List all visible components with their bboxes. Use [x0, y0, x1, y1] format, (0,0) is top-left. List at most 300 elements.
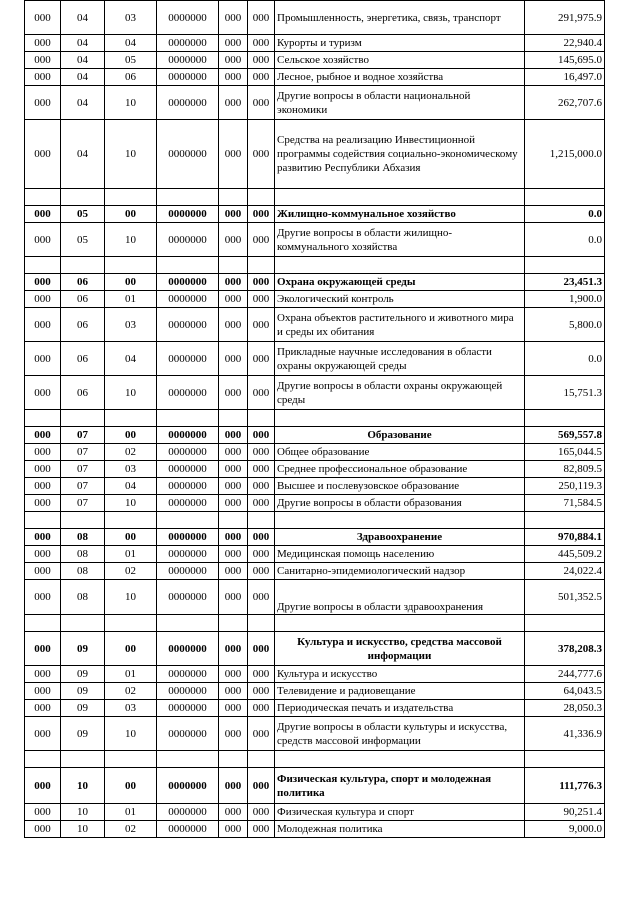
code-target-cell: 0000000	[157, 529, 219, 546]
code-class-cell: 000	[248, 768, 275, 804]
code-target-cell: 0000000	[157, 546, 219, 563]
code-subsection-cell: 10	[105, 495, 157, 512]
code-chapter-cell	[25, 257, 61, 274]
code-subsection-cell: 10	[105, 223, 157, 257]
code-chapter-cell: 000	[25, 546, 61, 563]
code-class-cell: 000	[248, 223, 275, 257]
amount-cell	[525, 257, 605, 274]
amount-cell	[525, 615, 605, 632]
code-section-cell: 09	[61, 666, 105, 683]
code-section-cell: 09	[61, 717, 105, 751]
item-name-cell: Сельское хозяйство	[275, 52, 525, 69]
code-target-cell: 0000000	[157, 478, 219, 495]
amount-cell: 64,043.5	[525, 683, 605, 700]
code-subsection-cell	[105, 189, 157, 206]
table-row	[25, 291, 605, 308]
code-target-cell	[157, 410, 219, 427]
code-target-cell: 0000000	[157, 427, 219, 444]
item-name-cell: Высшее и послевузовское образование	[275, 478, 525, 495]
code-type-cell: 000	[219, 563, 248, 580]
code-subsection-cell: 01	[105, 666, 157, 683]
code-class-cell: 000	[248, 546, 275, 563]
code-subsection-cell: 01	[105, 804, 157, 821]
code-chapter-cell: 000	[25, 342, 61, 376]
code-chapter-cell: 000	[25, 1, 61, 35]
code-class-cell: 000	[248, 495, 275, 512]
code-class-cell: 000	[248, 342, 275, 376]
code-section-cell: 04	[61, 86, 105, 120]
code-subsection-cell: 04	[105, 342, 157, 376]
item-name-cell: Курорты и туризм	[275, 35, 525, 52]
code-section-cell: 04	[61, 35, 105, 52]
table-row	[25, 821, 605, 838]
table-body	[25, 1, 605, 838]
item-name-cell: Лесное, рыбное и водное хозяйства	[275, 69, 525, 86]
code-type-cell: 000	[219, 427, 248, 444]
code-chapter-cell: 000	[25, 52, 61, 69]
item-name-cell	[275, 615, 525, 632]
amount-cell	[525, 410, 605, 427]
amount-cell: 501,352.5	[525, 580, 605, 615]
item-name-cell: Другие вопросы в области образования	[275, 495, 525, 512]
code-type-cell: 000	[219, 342, 248, 376]
spacer-row	[25, 615, 605, 632]
section-row	[25, 768, 605, 804]
code-section-cell: 04	[61, 120, 105, 189]
amount-cell: 0.0	[525, 223, 605, 257]
code-chapter-cell: 000	[25, 86, 61, 120]
code-type-cell: 000	[219, 86, 248, 120]
table-row	[25, 342, 605, 376]
code-chapter-cell: 000	[25, 223, 61, 257]
code-target-cell: 0000000	[157, 86, 219, 120]
code-target-cell	[157, 189, 219, 206]
code-section-cell: 06	[61, 376, 105, 410]
code-class-cell: 000	[248, 1, 275, 35]
code-section-cell: 07	[61, 444, 105, 461]
code-subsection-cell: 03	[105, 461, 157, 478]
code-chapter-cell	[25, 189, 61, 206]
code-section-cell	[61, 410, 105, 427]
code-chapter-cell	[25, 615, 61, 632]
item-name-cell: Культура и искусство, средства массовой информации	[275, 632, 525, 666]
code-class-cell: 000	[248, 632, 275, 666]
code-section-cell: 06	[61, 308, 105, 342]
code-section-cell: 10	[61, 768, 105, 804]
table-row	[25, 120, 605, 189]
item-name-cell: Жилищно-коммунальное хозяйство	[275, 206, 525, 223]
item-name-cell: Физическая культура, спорт и молодежная политика	[275, 768, 525, 804]
item-name-cell	[275, 751, 525, 768]
code-target-cell	[157, 751, 219, 768]
item-name-cell: Среднее профессиональное образование	[275, 461, 525, 478]
code-class-cell: 000	[248, 683, 275, 700]
code-type-cell: 000	[219, 529, 248, 546]
code-subsection-cell: 02	[105, 821, 157, 838]
code-chapter-cell: 000	[25, 120, 61, 189]
table-row	[25, 69, 605, 86]
code-section-cell	[61, 189, 105, 206]
code-class-cell: 000	[248, 563, 275, 580]
code-type-cell: 000	[219, 632, 248, 666]
code-chapter-cell: 000	[25, 274, 61, 291]
amount-cell: 9,000.0	[525, 821, 605, 838]
code-type-cell: 000	[219, 206, 248, 223]
code-chapter-cell: 000	[25, 461, 61, 478]
table-row	[25, 1, 605, 35]
item-name-cell	[275, 257, 525, 274]
code-target-cell: 0000000	[157, 444, 219, 461]
code-section-cell: 08	[61, 546, 105, 563]
code-subsection-cell: 00	[105, 427, 157, 444]
code-chapter-cell: 000	[25, 821, 61, 838]
code-chapter-cell: 000	[25, 804, 61, 821]
code-target-cell: 0000000	[157, 376, 219, 410]
spacer-row	[25, 512, 605, 529]
code-type-cell: 000	[219, 291, 248, 308]
amount-cell: 0.0	[525, 342, 605, 376]
code-subsection-cell: 02	[105, 683, 157, 700]
code-target-cell	[157, 512, 219, 529]
code-target-cell: 0000000	[157, 804, 219, 821]
amount-cell: 71,584.5	[525, 495, 605, 512]
code-target-cell: 0000000	[157, 35, 219, 52]
code-target-cell: 0000000	[157, 717, 219, 751]
code-class-cell: 000	[248, 69, 275, 86]
amount-cell: 5,800.0	[525, 308, 605, 342]
table-row	[25, 580, 605, 615]
code-target-cell	[157, 615, 219, 632]
item-name-cell: Другие вопросы в области национальной экономики	[275, 86, 525, 120]
code-class-cell: 000	[248, 35, 275, 52]
code-type-cell: 000	[219, 308, 248, 342]
code-section-cell: 06	[61, 291, 105, 308]
section-row	[25, 529, 605, 546]
code-target-cell: 0000000	[157, 69, 219, 86]
code-class-cell: 000	[248, 717, 275, 751]
code-class-cell: 000	[248, 86, 275, 120]
item-name-cell: Медицинская помощь населению	[275, 546, 525, 563]
code-class-cell: 000	[248, 427, 275, 444]
amount-cell: 244,777.6	[525, 666, 605, 683]
code-type-cell: 000	[219, 804, 248, 821]
code-target-cell: 0000000	[157, 683, 219, 700]
item-name-cell: Периодическая печать и издательства	[275, 700, 525, 717]
code-target-cell: 0000000	[157, 632, 219, 666]
code-section-cell: 08	[61, 580, 105, 615]
amount-cell: 22,940.4	[525, 35, 605, 52]
section-row	[25, 206, 605, 223]
amount-cell	[525, 751, 605, 768]
code-subsection-cell: 01	[105, 291, 157, 308]
code-section-cell: 07	[61, 495, 105, 512]
item-name-cell: Другие вопросы в области охраны окружающей среды	[275, 376, 525, 410]
amount-cell: 145,695.0	[525, 52, 605, 69]
code-class-cell: 000	[248, 700, 275, 717]
item-name-cell: Санитарно-эпидемиологический надзор	[275, 563, 525, 580]
item-name-cell: Образование	[275, 427, 525, 444]
amount-cell	[525, 512, 605, 529]
spacer-row	[25, 257, 605, 274]
table-row	[25, 52, 605, 69]
code-target-cell: 0000000	[157, 495, 219, 512]
code-section-cell: 08	[61, 529, 105, 546]
amount-cell: 28,050.3	[525, 700, 605, 717]
item-name-cell: Промышленность, энергетика, связь, транспорт	[275, 1, 525, 35]
code-chapter-cell: 000	[25, 427, 61, 444]
table-row	[25, 495, 605, 512]
code-subsection-cell	[105, 257, 157, 274]
code-class-cell: 000	[248, 291, 275, 308]
code-chapter-cell: 000	[25, 768, 61, 804]
code-target-cell: 0000000	[157, 1, 219, 35]
code-section-cell: 07	[61, 427, 105, 444]
code-target-cell: 0000000	[157, 223, 219, 257]
item-name-cell: Культура и искусство	[275, 666, 525, 683]
code-section-cell: 06	[61, 274, 105, 291]
code-chapter-cell: 000	[25, 495, 61, 512]
code-section-cell	[61, 512, 105, 529]
code-chapter-cell: 000	[25, 444, 61, 461]
code-section-cell: 07	[61, 461, 105, 478]
amount-cell	[525, 189, 605, 206]
amount-cell: 24,022.4	[525, 563, 605, 580]
code-chapter-cell: 000	[25, 632, 61, 666]
code-class-cell: 000	[248, 120, 275, 189]
code-subsection-cell: 04	[105, 35, 157, 52]
amount-cell: 82,809.5	[525, 461, 605, 478]
item-name-cell: Охрана окружающей среды	[275, 274, 525, 291]
code-subsection-cell: 10	[105, 120, 157, 189]
table-row	[25, 700, 605, 717]
code-chapter-cell: 000	[25, 69, 61, 86]
amount-cell: 291,975.9	[525, 1, 605, 35]
item-name-cell: Другие вопросы в области здравоохранения	[275, 580, 525, 615]
amount-cell: 90,251.4	[525, 804, 605, 821]
item-name-cell	[275, 512, 525, 529]
code-section-cell: 09	[61, 632, 105, 666]
table-row	[25, 444, 605, 461]
amount-cell: 250,119.3	[525, 478, 605, 495]
code-section-cell	[61, 751, 105, 768]
code-type-cell: 000	[219, 768, 248, 804]
code-target-cell: 0000000	[157, 580, 219, 615]
code-chapter-cell	[25, 410, 61, 427]
code-chapter-cell: 000	[25, 666, 61, 683]
code-target-cell: 0000000	[157, 120, 219, 189]
amount-cell: 1,900.0	[525, 291, 605, 308]
code-chapter-cell: 000	[25, 580, 61, 615]
code-subsection-cell: 03	[105, 308, 157, 342]
amount-cell: 970,884.1	[525, 529, 605, 546]
table-row	[25, 308, 605, 342]
code-class-cell: 000	[248, 308, 275, 342]
code-subsection-cell: 00	[105, 529, 157, 546]
code-class-cell: 000	[248, 274, 275, 291]
code-class-cell	[248, 410, 275, 427]
code-subsection-cell: 00	[105, 768, 157, 804]
code-target-cell	[157, 257, 219, 274]
code-type-cell	[219, 615, 248, 632]
code-type-cell	[219, 751, 248, 768]
code-type-cell: 000	[219, 700, 248, 717]
table-row	[25, 804, 605, 821]
spacer-row	[25, 189, 605, 206]
code-type-cell: 000	[219, 223, 248, 257]
amount-cell: 378,208.3	[525, 632, 605, 666]
item-name-cell	[275, 410, 525, 427]
amount-cell: 15,751.3	[525, 376, 605, 410]
amount-cell: 1,215,000.0	[525, 120, 605, 189]
amount-cell: 23,451.3	[525, 274, 605, 291]
spacer-row	[25, 410, 605, 427]
code-subsection-cell: 01	[105, 546, 157, 563]
code-class-cell: 000	[248, 52, 275, 69]
code-chapter-cell: 000	[25, 206, 61, 223]
code-target-cell: 0000000	[157, 52, 219, 69]
code-subsection-cell: 10	[105, 376, 157, 410]
item-name-cell: Средства на реализацию Инвестиционной программы содействия социально-экономическому развитию Республики Абхазия	[275, 120, 525, 189]
code-subsection-cell: 10	[105, 86, 157, 120]
code-subsection-cell: 00	[105, 274, 157, 291]
code-chapter-cell: 000	[25, 700, 61, 717]
code-type-cell: 000	[219, 821, 248, 838]
code-type-cell: 000	[219, 444, 248, 461]
code-class-cell	[248, 751, 275, 768]
amount-cell: 165,044.5	[525, 444, 605, 461]
item-name-cell	[275, 189, 525, 206]
code-type-cell: 000	[219, 461, 248, 478]
amount-cell: 111,776.3	[525, 768, 605, 804]
code-class-cell: 000	[248, 666, 275, 683]
code-subsection-cell: 02	[105, 563, 157, 580]
code-section-cell: 09	[61, 700, 105, 717]
code-type-cell: 000	[219, 1, 248, 35]
table-row	[25, 461, 605, 478]
code-type-cell: 000	[219, 478, 248, 495]
code-chapter-cell	[25, 751, 61, 768]
code-type-cell: 000	[219, 683, 248, 700]
table-row	[25, 35, 605, 52]
code-target-cell: 0000000	[157, 308, 219, 342]
code-target-cell: 0000000	[157, 821, 219, 838]
code-target-cell: 0000000	[157, 274, 219, 291]
code-type-cell	[219, 257, 248, 274]
code-class-cell: 000	[248, 580, 275, 615]
code-section-cell: 05	[61, 223, 105, 257]
code-target-cell: 0000000	[157, 291, 219, 308]
code-section-cell: 04	[61, 52, 105, 69]
code-type-cell: 000	[219, 69, 248, 86]
section-row	[25, 274, 605, 291]
code-chapter-cell: 000	[25, 683, 61, 700]
code-target-cell: 0000000	[157, 666, 219, 683]
code-type-cell: 000	[219, 35, 248, 52]
code-target-cell: 0000000	[157, 342, 219, 376]
code-class-cell: 000	[248, 529, 275, 546]
table-row	[25, 223, 605, 257]
section-row	[25, 427, 605, 444]
item-name-cell: Телевидение и радиовещание	[275, 683, 525, 700]
amount-cell: 16,497.0	[525, 69, 605, 86]
item-name-cell: Экологический контроль	[275, 291, 525, 308]
code-chapter-cell: 000	[25, 308, 61, 342]
code-subsection-cell: 10	[105, 580, 157, 615]
code-class-cell	[248, 615, 275, 632]
code-subsection-cell	[105, 512, 157, 529]
code-class-cell	[248, 189, 275, 206]
table-row	[25, 683, 605, 700]
code-type-cell	[219, 189, 248, 206]
code-target-cell: 0000000	[157, 700, 219, 717]
code-type-cell: 000	[219, 717, 248, 751]
item-name-cell: Прикладные научные исследования в области охраны окружающей среды	[275, 342, 525, 376]
code-subsection-cell: 03	[105, 700, 157, 717]
code-section-cell: 06	[61, 342, 105, 376]
code-chapter-cell: 000	[25, 478, 61, 495]
code-type-cell	[219, 512, 248, 529]
code-subsection-cell	[105, 410, 157, 427]
code-chapter-cell: 000	[25, 529, 61, 546]
code-class-cell: 000	[248, 206, 275, 223]
code-class-cell	[248, 512, 275, 529]
code-target-cell: 0000000	[157, 563, 219, 580]
amount-cell: 569,557.8	[525, 427, 605, 444]
code-type-cell: 000	[219, 274, 248, 291]
code-subsection-cell: 10	[105, 717, 157, 751]
code-subsection-cell: 00	[105, 632, 157, 666]
code-subsection-cell	[105, 615, 157, 632]
code-class-cell: 000	[248, 444, 275, 461]
code-section-cell: 10	[61, 821, 105, 838]
code-subsection-cell: 06	[105, 69, 157, 86]
code-target-cell: 0000000	[157, 206, 219, 223]
amount-cell: 262,707.6	[525, 86, 605, 120]
amount-cell: 41,336.9	[525, 717, 605, 751]
code-chapter-cell: 000	[25, 376, 61, 410]
table-row	[25, 717, 605, 751]
code-target-cell: 0000000	[157, 768, 219, 804]
code-section-cell: 08	[61, 563, 105, 580]
item-name-cell: Общее образование	[275, 444, 525, 461]
code-section-cell	[61, 257, 105, 274]
code-type-cell: 000	[219, 580, 248, 615]
code-subsection-cell: 02	[105, 444, 157, 461]
code-section-cell: 07	[61, 478, 105, 495]
code-subsection-cell: 05	[105, 52, 157, 69]
code-type-cell: 000	[219, 376, 248, 410]
code-subsection-cell: 04	[105, 478, 157, 495]
item-name-cell: Физическая культура и спорт	[275, 804, 525, 821]
code-section-cell: 10	[61, 804, 105, 821]
code-class-cell: 000	[248, 821, 275, 838]
code-type-cell: 000	[219, 52, 248, 69]
code-type-cell: 000	[219, 666, 248, 683]
code-chapter-cell: 000	[25, 35, 61, 52]
code-target-cell: 0000000	[157, 461, 219, 478]
spacer-row	[25, 751, 605, 768]
code-class-cell: 000	[248, 376, 275, 410]
code-class-cell	[248, 257, 275, 274]
table-row	[25, 546, 605, 563]
code-class-cell: 000	[248, 461, 275, 478]
code-subsection-cell: 03	[105, 1, 157, 35]
table-row	[25, 478, 605, 495]
code-type-cell: 000	[219, 546, 248, 563]
code-section-cell: 04	[61, 69, 105, 86]
budget-table	[24, 0, 605, 838]
amount-cell: 0.0	[525, 206, 605, 223]
